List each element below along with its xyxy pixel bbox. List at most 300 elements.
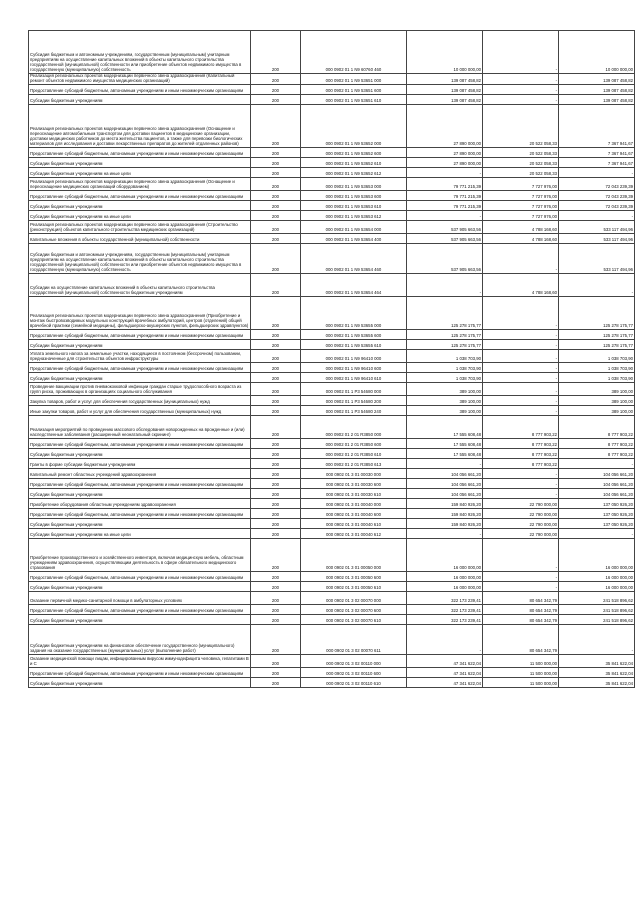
row-total-amount: 139 087 458,82: [559, 84, 635, 94]
row-total-amount: 139 087 458,82: [559, 74, 635, 85]
row-budget-code: 000 0902 01 1 N9 53655 600: [301, 329, 407, 339]
row-change-amount: 22 790 000,00: [483, 528, 559, 538]
row-budget-code: 000 0902 01 2 01 R3850 613: [301, 458, 407, 468]
row-total-amount: 10 000 000,00: [559, 31, 635, 74]
row-budget-code: 000 0902 01 3 02 00110 000: [301, 654, 407, 667]
row-name: Субсидии бюджетным учреждениям: [29, 518, 251, 528]
table-row: [29, 296, 635, 329]
row-admin-code: 200: [251, 31, 301, 74]
row-change-amount: 8 777 903,22: [483, 458, 559, 468]
row-total-amount: 1 038 703,90: [559, 372, 635, 382]
row-plan-amount: 159 840 926,20: [407, 508, 483, 518]
row-admin-code: 200: [251, 243, 301, 273]
row-change-amount: -: [483, 478, 559, 488]
row-admin-code: 200: [251, 581, 301, 591]
row-name: Субсидии бюджетным учреждениям на иные цели: [29, 528, 251, 538]
table-row: [29, 518, 635, 528]
row-plan-amount: 104 056 661,20: [407, 468, 483, 478]
row-admin-code: 200: [251, 498, 301, 508]
row-plan-amount: 322 173 239,41: [407, 604, 483, 614]
row-change-amount: 20 522 058,33: [483, 157, 559, 167]
row-name: Субсидии бюджетным учреждениям: [29, 200, 251, 210]
row-budget-code: 000 0902 01 1 N9 53654 464: [301, 273, 407, 296]
row-name: Реализация региональных проектов модернизации первичного звена здравоохранения (Приобретение и монтаж быстровозводимых модульных конструкций врачебных амбулаторий, центров (отделений) общей врачебной практики (семейной медицины), фельдшерско-акушерских пунктов, фельдшерских здравпунктов): [29, 296, 251, 329]
row-change-amount: 80 654 342,79: [483, 591, 559, 604]
row-admin-code: 200: [251, 508, 301, 518]
row-budget-code: 000 0902 01 2 01 R3850 600: [301, 438, 407, 448]
row-admin-code: 200: [251, 372, 301, 382]
row-plan-amount: -: [407, 624, 483, 654]
budget-table-sheet: [28, 30, 634, 688]
row-admin-code: 200: [251, 518, 301, 528]
row-budget-code: 000 0902 01 3 02 00070 611: [301, 624, 407, 654]
row-change-amount: -: [483, 405, 559, 415]
row-admin-code: 200: [251, 591, 301, 604]
row-change-amount: -: [483, 296, 559, 329]
row-change-amount: -: [483, 581, 559, 591]
row-budget-code: 000 0902 01 2 01 R3850 000: [301, 415, 407, 438]
row-plan-amount: 27 890 000,00: [407, 104, 483, 147]
row-name: Субсидии бюджетным учреждениям: [29, 372, 251, 382]
row-total-amount: 7 367 941,67: [559, 157, 635, 167]
row-budget-code: 000 0902 01 1 N9 53654 000: [301, 220, 407, 233]
row-budget-code: 000 0902 01 3 02 00110 600: [301, 667, 407, 677]
row-plan-amount: 47 341 622,04: [407, 654, 483, 667]
row-budget-code: 000 0902 01 1 N9 53654 460: [301, 243, 407, 273]
row-name: Реализация региональных проектов модернизации первичного звена здравоохранения (Оснащение и переоснащение автомобильным транспортом для доставки пациентов в медицинские организации, доставки медицинских работников до места жительства пациентов, а также для перевозки биологических материалов для исследования и доставки лекарственных препаратов до жителей отдаленных районов): [29, 104, 251, 147]
row-admin-code: 200: [251, 614, 301, 624]
row-name: Реализация региональных проектов модернизации первичного звена здравоохранения (Строительство (реконструкция) объектов капитального строительства медицинских организаций): [29, 220, 251, 233]
row-plan-amount: 79 771 215,39: [407, 177, 483, 190]
row-total-amount: 7 367 941,67: [559, 104, 635, 147]
table-row: [29, 104, 635, 147]
row-budget-code: 000 0902 01 1 N9 60760 460: [301, 31, 407, 74]
row-plan-amount: 16 000 000,00: [407, 538, 483, 571]
table-row: [29, 468, 635, 478]
row-name: Закупка товаров, работ и услуг для обеспечения государственных (муниципальных) нужд: [29, 395, 251, 405]
row-change-amount: -: [483, 372, 559, 382]
table-row: [29, 591, 635, 604]
row-admin-code: 200: [251, 200, 301, 210]
row-plan-amount: 159 840 926,20: [407, 518, 483, 528]
row-plan-amount: 125 278 175,77: [407, 296, 483, 329]
row-change-amount: 7 727 976,00: [483, 200, 559, 210]
row-name: Проведение вакцинации против пневмококковой инфекции граждан старше трудоспособного возраста из групп риска, проживающих в организациях социального обслуживания: [29, 382, 251, 395]
table-row: [29, 498, 635, 508]
row-admin-code: 200: [251, 667, 301, 677]
row-change-amount: 22 790 000,00: [483, 508, 559, 518]
row-change-amount: -: [483, 94, 559, 104]
row-total-amount: 72 043 239,39: [559, 177, 635, 190]
table-row: [29, 339, 635, 349]
row-name: Предоставление субсидий бюджетным, автономным учреждениям и иным некоммерческим организациям: [29, 604, 251, 614]
row-admin-code: 200: [251, 382, 301, 395]
row-budget-code: 000 0902 01 2 01 R3850 610: [301, 448, 407, 458]
table-row: [29, 458, 635, 468]
row-admin-code: 200: [251, 624, 301, 654]
row-budget-code: 000 0902 01 3 01 00040 612: [301, 528, 407, 538]
budget-table: [28, 30, 635, 688]
row-name: Предоставление субсидий бюджетным, автономным учреждениям и иным некоммерческим организациям: [29, 571, 251, 581]
table-row: [29, 667, 635, 677]
row-name: Предоставление субсидий бюджетным, автономным учреждениям и иным некоммерческим организациям: [29, 190, 251, 200]
row-budget-code: 000 0902 01 1 N9 53651 610: [301, 94, 407, 104]
row-admin-code: 200: [251, 604, 301, 614]
row-name: Субсидии бюджетным учреждениям: [29, 339, 251, 349]
row-budget-code: 000 0902 01 1 N9 96410 600: [301, 362, 407, 372]
row-plan-amount: 104 056 661,20: [407, 478, 483, 488]
row-plan-amount: -: [407, 273, 483, 296]
row-total-amount: 389 100,00: [559, 382, 635, 395]
table-row: [29, 362, 635, 372]
row-total-amount: 1 038 703,90: [559, 349, 635, 362]
row-name: Субсидии бюджетным учреждениям: [29, 677, 251, 687]
row-name: Реализация региональных проектов модернизации первичного звена здравоохранения (Капитальный ремонт объектов недвижимого имущества медицинских организаций): [29, 74, 251, 85]
row-total-amount: 104 056 661,20: [559, 478, 635, 488]
table-row: [29, 94, 635, 104]
row-change-amount: -: [483, 243, 559, 273]
row-plan-amount: 159 840 926,20: [407, 498, 483, 508]
row-plan-amount: 27 890 000,00: [407, 157, 483, 167]
table-row: [29, 157, 635, 167]
table-row: [29, 508, 635, 518]
row-budget-code: 000 0902 01 3 01 00040 610: [301, 518, 407, 528]
row-plan-amount: 125 278 175,77: [407, 339, 483, 349]
row-change-amount: 22 790 000,00: [483, 498, 559, 508]
row-admin-code: 200: [251, 339, 301, 349]
table-row: [29, 448, 635, 458]
row-admin-code: 200: [251, 538, 301, 571]
row-budget-code: 000 0902 01 1 N9 53652 600: [301, 147, 407, 157]
row-plan-amount: 1 038 703,90: [407, 362, 483, 372]
row-change-amount: 8 777 903,22: [483, 415, 559, 438]
row-budget-code: 000 0902 01 1 N9 96410 000: [301, 349, 407, 362]
row-name: Субсидии бюджетным учреждениям на иные цели: [29, 210, 251, 220]
row-admin-code: 200: [251, 415, 301, 438]
row-plan-amount: 139 087 458,82: [407, 74, 483, 85]
row-change-amount: -: [483, 488, 559, 498]
row-name: Реализация региональных проектов модернизации первичного звена здравоохранения (Оснащение и переоснащение медицинских организаций оборудованием): [29, 177, 251, 190]
row-admin-code: 200: [251, 104, 301, 147]
row-admin-code: 200: [251, 468, 301, 478]
row-plan-amount: 537 905 663,56: [407, 233, 483, 243]
row-admin-code: 200: [251, 74, 301, 85]
row-budget-code: 000 0902 01 3 02 00110 610: [301, 677, 407, 687]
row-budget-code: 000 0902 01 3 01 00050 600: [301, 571, 407, 581]
row-admin-code: 200: [251, 458, 301, 468]
row-name: Предоставление субсидий бюджетным, автономным учреждениям и иным некоммерческим организациям: [29, 438, 251, 448]
row-plan-amount: 139 087 458,82: [407, 94, 483, 104]
row-total-amount: 241 518 896,62: [559, 614, 635, 624]
row-name: Субсидии бюджетным учреждениям: [29, 157, 251, 167]
row-total-amount: 104 056 661,20: [559, 468, 635, 478]
row-total-amount: -: [559, 273, 635, 296]
row-admin-code: 200: [251, 395, 301, 405]
table-row: [29, 395, 635, 405]
row-budget-code: 000 0902 01 1 N9 53651 600: [301, 84, 407, 94]
row-name: Субсидии бюджетным учреждениям: [29, 94, 251, 104]
row-plan-amount: 537 905 663,56: [407, 220, 483, 233]
row-budget-code: 000 0902 01 3 02 00070 610: [301, 614, 407, 624]
row-total-amount: 137 050 926,20: [559, 498, 635, 508]
table-row: [29, 177, 635, 190]
row-budget-code: 000 0902 01 3 01 00030 600: [301, 478, 407, 488]
row-name: Субсидии бюджетным учреждениям на иные цели: [29, 167, 251, 177]
row-plan-amount: 322 173 239,41: [407, 591, 483, 604]
row-name: Предоставление субсидий бюджетным, автономным учреждениям и иным некоммерческим организациям: [29, 329, 251, 339]
row-plan-amount: 537 905 663,56: [407, 243, 483, 273]
row-change-amount: 11 500 000,00: [483, 667, 559, 677]
row-budget-code: 000 0902 01 3 01 00040 600: [301, 508, 407, 518]
row-plan-amount: 389 100,00: [407, 395, 483, 405]
row-change-amount: 80 654 342,79: [483, 604, 559, 614]
row-budget-code: 000 0902 01 1 N9 53653 000: [301, 177, 407, 190]
row-total-amount: 533 117 494,96: [559, 220, 635, 233]
row-plan-amount: 16 000 000,00: [407, 581, 483, 591]
row-budget-code: 000 0902 01 1 N9 53651 000: [301, 74, 407, 85]
row-admin-code: 200: [251, 190, 301, 200]
row-total-amount: 8 777 903,22: [559, 415, 635, 438]
row-admin-code: 200: [251, 220, 301, 233]
row-admin-code: 200: [251, 448, 301, 458]
row-total-amount: 533 117 494,96: [559, 233, 635, 243]
row-name: Реализация мероприятий по проведению массового обследования новорожденных на врожденные и (или) наследственные заболевания (расширенный неонатальный скрининг): [29, 415, 251, 438]
row-plan-amount: 104 056 661,20: [407, 488, 483, 498]
table-row: [29, 210, 635, 220]
row-change-amount: 4 788 168,60: [483, 273, 559, 296]
row-plan-amount: 47 341 622,04: [407, 677, 483, 687]
row-name: Субсидии бюджетным учреждениям: [29, 488, 251, 498]
row-change-amount: 4 788 168,60: [483, 233, 559, 243]
table-row: [29, 677, 635, 687]
row-total-amount: -: [559, 458, 635, 468]
table-row: [29, 200, 635, 210]
row-change-amount: 11 500 000,00: [483, 677, 559, 687]
table-body: [29, 31, 635, 688]
row-change-amount: -: [483, 339, 559, 349]
row-total-amount: 72 043 239,39: [559, 200, 635, 210]
table-row: [29, 488, 635, 498]
row-total-amount: 137 050 926,20: [559, 508, 635, 518]
row-change-amount: 20 522 058,33: [483, 147, 559, 157]
row-plan-amount: 1 038 703,90: [407, 349, 483, 362]
row-name: Субсидия бюджетным и автономным учреждениям, государственным (муниципальным) унитарным предприятиям на осуществление капитальных вложений в объекты капитального строительства государственной (муниципальной) собственности или приобретение объектов недвижимого имущества в государственную (муниципальную) собственность: [29, 31, 251, 74]
row-plan-amount: -: [407, 167, 483, 177]
row-admin-code: 200: [251, 296, 301, 329]
row-change-amount: 4 788 168,60: [483, 220, 559, 233]
row-admin-code: 200: [251, 677, 301, 687]
table-row: [29, 654, 635, 667]
row-change-amount: 20 522 058,33: [483, 104, 559, 147]
row-budget-code: 000 0902 01 1 N9 53653 612: [301, 210, 407, 220]
row-admin-code: 200: [251, 528, 301, 538]
row-name: Субсидии бюджетным учреждениям: [29, 614, 251, 624]
table-row: [29, 405, 635, 415]
row-total-amount: 104 056 661,20: [559, 488, 635, 498]
row-budget-code: 000 0902 01 3 01 00030 000: [301, 468, 407, 478]
table-row: [29, 614, 635, 624]
row-total-amount: 241 518 896,62: [559, 604, 635, 614]
table-row: [29, 84, 635, 94]
row-change-amount: 80 654 342,79: [483, 614, 559, 624]
row-admin-code: 200: [251, 488, 301, 498]
table-row: [29, 74, 635, 85]
row-total-amount: 125 278 175,77: [559, 329, 635, 339]
row-plan-amount: 389 100,00: [407, 382, 483, 395]
row-change-amount: -: [483, 31, 559, 74]
row-admin-code: 200: [251, 438, 301, 448]
table-row: [29, 167, 635, 177]
row-plan-amount: -: [407, 458, 483, 468]
row-plan-amount: 17 555 608,48: [407, 438, 483, 448]
row-total-amount: -: [559, 210, 635, 220]
row-budget-code: 000 0902 01 1 N9 53654 400: [301, 233, 407, 243]
row-name: Субсидии на осуществление капитальных вложений в объекты капитального строительства государственной (муниципальной) собственности бюджетным учреждениям: [29, 273, 251, 296]
row-name: Предоставление субсидий бюджетным, автономным учреждениям и иным некоммерческим организациям: [29, 478, 251, 488]
row-plan-amount: 389 100,00: [407, 405, 483, 415]
row-budget-code: 000 0902 01 1 N9 53652 612: [301, 167, 407, 177]
row-admin-code: 200: [251, 329, 301, 339]
table-row: [29, 190, 635, 200]
row-name: Иные закупки товаров, работ и услуг для обеспечения государственных (муниципальных) нужд: [29, 405, 251, 415]
row-name: Приобретение оборудования областным учреждениям здравоохранения: [29, 498, 251, 508]
row-change-amount: -: [483, 382, 559, 395]
table-row: [29, 372, 635, 382]
table-row: [29, 329, 635, 339]
row-name: Предоставление субсидий бюджетным, автономным учреждениям и иным некоммерческим организациям: [29, 147, 251, 157]
row-total-amount: -: [559, 624, 635, 654]
row-plan-amount: 16 000 000,00: [407, 571, 483, 581]
row-total-amount: 72 043 239,39: [559, 190, 635, 200]
row-name: Оказание медицинской помощи лицам, инфицированным вирусом иммунодефицита человека, гепатитами В и С: [30, 656, 249, 666]
table-row: [29, 604, 635, 614]
table-row: [29, 571, 635, 581]
row-plan-amount: 27 890 000,00: [407, 147, 483, 157]
row-admin-code: 200: [251, 571, 301, 581]
row-name: Субсидии бюджетным учреждениям: [29, 448, 251, 458]
table-row: [29, 624, 635, 654]
row-change-amount: -: [483, 84, 559, 94]
row-total-amount: 139 087 458,82: [559, 94, 635, 104]
row-name: Капитальный ремонт областных учреждений здравоохранения: [29, 468, 251, 478]
row-change-amount: 7 727 976,00: [483, 190, 559, 200]
row-change-amount: -: [483, 538, 559, 571]
row-change-amount: -: [483, 74, 559, 85]
table-row: [29, 528, 635, 538]
row-admin-code: 200: [251, 654, 301, 667]
row-name: Капитальные вложения в объекты государственной (муниципальной) собственности: [29, 233, 251, 243]
row-total-amount: 7 367 941,67: [559, 147, 635, 157]
row-plan-amount: 322 173 239,41: [407, 614, 483, 624]
row-change-amount: 22 790 000,00: [483, 518, 559, 528]
row-total-amount: 16 000 000,00: [559, 571, 635, 581]
table-row: [29, 273, 635, 296]
row-total-amount: 533 117 494,96: [559, 243, 635, 273]
row-name: Предоставление субсидий бюджетным, автономным учреждениям и иным некоммерческим организациям: [29, 667, 251, 677]
row-total-amount: 35 841 622,04: [559, 654, 635, 667]
row-name: Субсидии бюджетным учреждениям на финансовое обеспечение государственного (муниципального) задания на оказание государственных (муниципальных) услуг (выполнение работ): [29, 624, 251, 654]
row-budget-code: 000 0902 01 3 01 00050 000: [301, 538, 407, 571]
row-change-amount: -: [483, 395, 559, 405]
row-change-amount: -: [483, 329, 559, 339]
table-row: [29, 415, 635, 438]
row-total-amount: 8 777 903,22: [559, 438, 635, 448]
row-plan-amount: 79 771 215,39: [407, 200, 483, 210]
table-row: [29, 243, 635, 273]
row-plan-amount: 47 341 622,04: [407, 667, 483, 677]
row-total-amount: 125 278 175,77: [559, 296, 635, 329]
row-admin-code: 200: [251, 362, 301, 372]
row-plan-amount: 79 771 215,39: [407, 190, 483, 200]
row-total-amount: 8 777 903,22: [559, 448, 635, 458]
table-row: [29, 233, 635, 243]
row-budget-code: 000 0902 01 3 02 00070 600: [301, 604, 407, 614]
row-admin-code: 200: [251, 405, 301, 415]
row-budget-code: 000 0902 01 3 01 00050 610: [301, 581, 407, 591]
table-row: [29, 478, 635, 488]
row-admin-code: 200: [251, 210, 301, 220]
row-total-amount: 1 038 703,90: [559, 362, 635, 372]
row-admin-code: 200: [251, 233, 301, 243]
row-budget-code: 000 0902 01 1 P3 54680 200: [301, 395, 407, 405]
row-change-amount: 20 522 058,33: [483, 167, 559, 177]
table-row: [29, 438, 635, 448]
row-total-amount: 16 000 000,00: [559, 538, 635, 571]
table-row: [29, 220, 635, 233]
row-name: Субсидии бюджетным учреждениям: [29, 581, 251, 591]
row-name: Предоставление субсидий бюджетным, автономным учреждениям и иным некоммерческим организациям: [29, 362, 251, 372]
row-change-amount: 11 500 000,00: [483, 654, 559, 667]
row-plan-amount: 1 038 703,90: [407, 372, 483, 382]
row-plan-amount: 17 555 608,48: [407, 448, 483, 458]
row-name: Приобретение производственного и хозяйственного инвентаря, включая медицинскую мебель, областным учреждениям здравоохранения, осуществляющим деятельность в сфере обязательного медицинского страхования: [29, 538, 251, 571]
row-name: Гранты в форме субсидии бюджетным учреждениям: [29, 458, 251, 468]
table-row: [29, 147, 635, 157]
row-total-amount: 35 841 622,04: [559, 667, 635, 677]
row-name: Предоставление субсидий бюджетным, автономным учреждениям и иным некоммерческим организациям: [29, 508, 251, 518]
row-admin-code: 200: [251, 273, 301, 296]
row-budget-code: 000 0902 01 3 01 00030 610: [301, 488, 407, 498]
row-plan-amount: 125 278 175,77: [407, 329, 483, 339]
row-change-amount: 80 654 342,79: [483, 624, 559, 654]
row-total-amount: 241 518 896,62: [559, 591, 635, 604]
row-admin-code: 200: [251, 167, 301, 177]
row-name: Оказание первичной медико-санитарной помощи в амбулаторных условиях: [29, 591, 251, 604]
row-admin-code: 200: [251, 478, 301, 488]
row-total-amount: 35 841 622,04: [559, 677, 635, 687]
row-change-amount: 7 727 976,00: [483, 177, 559, 190]
row-plan-amount: -: [407, 528, 483, 538]
row-change-amount: 8 777 903,22: [483, 448, 559, 458]
row-total-amount: -: [559, 167, 635, 177]
row-budget-code: 000 0902 01 1 N9 53653 610: [301, 200, 407, 210]
row-plan-amount: 10 000 000,00: [407, 31, 483, 74]
row-admin-code: 200: [251, 84, 301, 94]
row-name: Предоставление субсидий бюджетным, автономным учреждениям и иным некоммерческим организациям: [29, 84, 251, 94]
row-budget-code: 000 0902 01 1 N9 96410 610: [301, 372, 407, 382]
row-change-amount: -: [483, 468, 559, 478]
row-total-amount: -: [559, 528, 635, 538]
row-total-amount: 137 050 926,20: [559, 518, 635, 528]
row-name: Уплата земельного налога за земельные участки, находящиеся в постоянном (бессрочном) пользовании, предназначенные для строительства объектов инфраструктуры: [29, 349, 251, 362]
row-change-amount: -: [483, 571, 559, 581]
row-change-amount: 7 727 976,00: [483, 210, 559, 220]
row-admin-code: 200: [251, 177, 301, 190]
row-budget-code: 000 0902 01 1 N9 53655 610: [301, 339, 407, 349]
row-budget-code: 000 0902 01 3 02 00070 000: [301, 591, 407, 604]
row-admin-code: 200: [251, 147, 301, 157]
row-admin-code: 200: [251, 349, 301, 362]
